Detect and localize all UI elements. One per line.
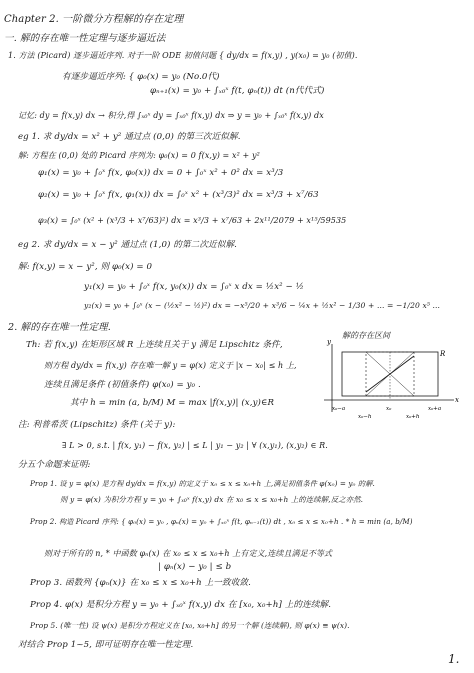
line-memory-note: 记忆: dy = f(x,y) dx → 积分,得 ∫ₓ₀ˣ dy = ∫ₓ₀ˣ f(x,y) dx ⇒ y = y₀ + ∫ₓ₀ˣ f(x,y) dx [18,111,324,120]
line-example-2-solution: 解: f(x,y) = x − y², 则 φ₀(x) = 0 [18,262,153,272]
line-picard-intro: 1. 方法 (Picard) 逐步逼近序列. 对于一阶 ODE 初值问题 { dy/dx = f(x,y) , y(x₀) = y₀ (初值). [8,51,358,60]
theorem-initial-condition: 连续且满足条件 (初值条件) φ(x₀) = y₀ . [44,380,201,390]
theorem-heading: 2. 解的存在唯一性定理. [8,322,111,333]
section-heading: 一. 解的存在唯一性定理与逐步逼近法 [4,33,166,44]
line-phi1: φ₁(x) = y₀ + ∫₀ˣ f(x, φ₀(x)) dx = 0 + ∫₀ˣ x² + 0² dx = x³/3 [38,168,284,178]
line-sequence-def: 有逐步逼近序列: { φ₀(x) = y₀ (No.0代) [62,72,220,82]
prop-1: Prop 1. 设 y = φ(x) 是方程 dy/dx = f(x,y) 的定义于 x₀ ≤ x ≤ x₀+h 上,满足初值条件 φ(x₀) = y₀ 的解. [30,479,375,488]
lipschitz-condition: ∃ L > 0, s.t. | f(x, y₁) − f(x, y₂) | ≤ L | y₁ − y₂ | ∀ (x,y₁), (x,y₂) ∈ R. [62,441,328,450]
line-example-1: eg 1. 求 dy/dx = x² + y² 通过点 (0,0) 的第三次近似解. [18,132,241,142]
prop-3: Prop 3. 函数列 {φₙ(x)} 在 x₀ ≤ x ≤ x₀+h 上一致收敛. [30,578,251,588]
line-y2: y₂(x) = y₀ + ∫₀ˣ (x − (½x² − ½)²) dx = −x⁵/20 + x³/6 − ¼x + ½x² − 1/30 + ... = −1/20 x⁵ ... [84,301,441,310]
chapter-title: Chapter 2. 一阶微分方程解的存在定理 [4,14,184,25]
diagram-x-label: x [455,396,459,404]
line-phi3: φ₃(x) = ∫₀ˣ (x² + (x³/3 + x⁷/63)²) dx = x³/3 + x⁷/63 + 2x¹¹/2079 + x¹⁵/59535 [38,216,347,225]
diagram-h-left-label: x₀−h [358,414,372,420]
prop-2: Prop 2. 构造 Picard 序列: { φ₀(x) = y₀ , φₙ(x) = y₀ + ∫ₓ₀ˣ f(t, φₙ₋₁(t)) dt , x₀ ≤ x ≤ x₀+h . * h = min (a, b/M) [30,517,413,526]
line-example-2: eg 2. 求 dy/dx = x − y² 通过点 (1,0) 的第二次近似解. [18,240,237,250]
theorem-statement: Th: 若 f(x,y) 在矩形区域 R 上连续且关于 y 满足 Lipschitz 条件, [26,340,283,350]
prop-5: Prop 5. (唯一性) 设 ψ(x) 是积分方程定义在 [x₀, x₀+h] 的另一个解 (连续解), 则 φ(x) ≡ ψ(x). [30,621,350,630]
line-phi2: φ₂(x) = y₀ + ∫₀ˣ f(x, φ₁(x)) dx = ∫₀ˣ x² + (x³/3)² dx = x³/3 + x⁷/63 [38,190,319,200]
prop-4: Prop 4. φ(x) 是积分方程 y = y₀ + ∫ₓ₀ˣ f(x,y) dx 在 [x₀, x₀+h] 上的连续解. [30,600,332,610]
line-y1: y₁(x) = y₀ + ∫₀ˣ f(x, y₀(x)) dx = ∫₀ˣ x dx = ½x² − ½ [84,282,305,292]
line-example-1-solution: 解: 方程在 (0,0) 处的 Picard 序列为: φ₀(x) = 0 f(x,y) = x² + y² [18,151,260,160]
diagram-y-label: y [327,338,331,346]
proof-outline: 分五个命题来证明: [18,460,91,470]
existence-interval-diagram [322,330,462,420]
diagram-left-label: x₀−a [332,406,346,412]
theorem-conclusion: 则方程 dy/dx = f(x,y) 存在唯一解 y = φ(x) 定义于 |x − x₀| ≤ h 上, [44,361,297,370]
prop-2-continued: 则对于所有的 n, * 中函数 φₙ(x) 在 x₀ ≤ x ≤ x₀+h 上有定义,连续且满足不等式 [44,549,333,558]
theorem-h-definition: 其中 h = min (a, b/M) M = max |f(x,y)| (x,y)∈R [70,398,275,408]
page-number: 1. [448,652,460,666]
conclusion-line: 对结合 Prop 1~5, 即可证明存在唯一性定理. [18,640,194,650]
diagram-right-label: x₀+a [428,406,442,412]
diagram-x0-label: x₀ [386,406,392,412]
diagram-R-label: R [440,350,446,358]
prop-2-inequality: | φₙ(x) − y₀ | ≤ b [158,562,232,572]
prop-1-continued: 则 y = φ(x) 为积分方程 y = y₀ + ∫ₓ₀ˣ f(x,y) dx 在 x₀ ≤ x ≤ x₀+h 上的连续解,反之亦然. [60,495,364,504]
lipschitz-note: 注: 利普希茨 (Lipschitz) 条件 (关于 y): [18,420,176,430]
diagram-h-right-label: x₀+h [406,414,420,420]
line-sequence-recursion: φₙ₊₁(x) = y₀ + ∫ₓ₀ˣ f(t, φₙ(t)) dt (n代代式) [150,86,325,96]
diagram-title: 解的存在区间 [342,331,390,340]
